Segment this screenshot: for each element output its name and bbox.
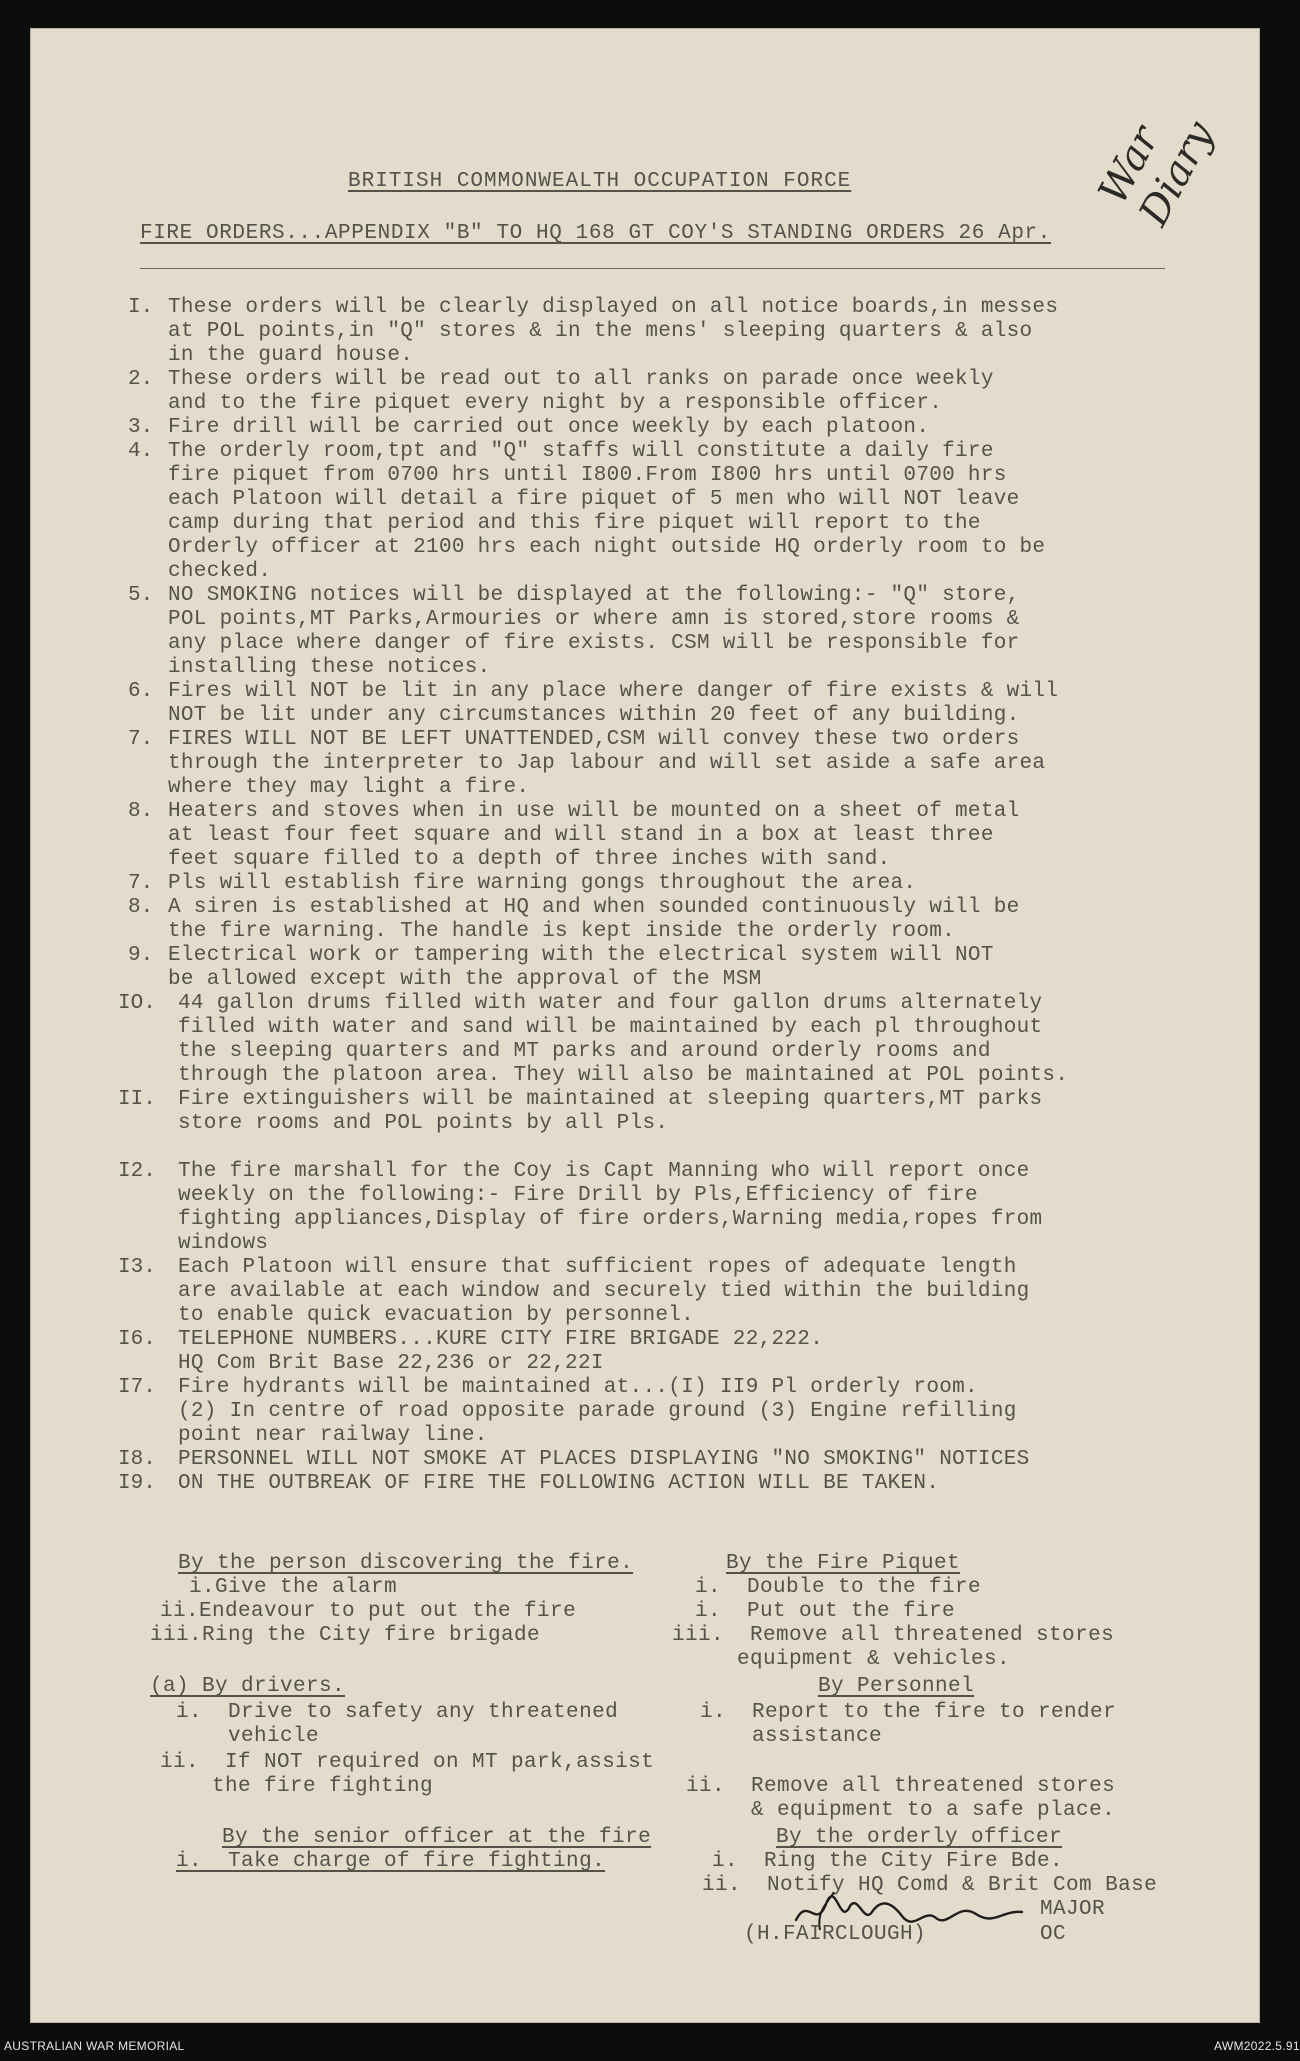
signature-position: OC — [1040, 1923, 1067, 1946]
order-text: Electrical work or tampering with the electrical system will NOT be allowed except with the approval of the MSM — [168, 944, 994, 991]
order-number: 8. — [128, 800, 154, 823]
order-text: TELEPHONE NUMBERS...KURE CITY FIRE BRIGADE 22,222. HQ Com Brit Base 22,236 or 22,22I — [178, 1328, 824, 1375]
piquet-step: iii. Remove all threatened stores equipment & vehicles. — [672, 1624, 1115, 1671]
order-number: I3. — [118, 1256, 156, 1279]
order-text: These orders will be clearly displayed on all notice boards,in messes at POL points,in "Q" stores & in the mens' sleeping quarters & also in the guard house. — [168, 296, 1059, 367]
personnel-heading: By Personnel — [818, 1675, 975, 1698]
order-number: I8. — [118, 1448, 156, 1471]
order-text: The fire marshall for the Coy is Capt Manning who will report once weekly on the following:- Fire Drill by Pls,Efficiency of fire fighting appliances,Display of fire orders,Warning media,ropes from windows — [178, 1160, 1043, 1255]
order-number: 7. — [128, 872, 154, 895]
personnel-step: ii. Remove all threatened stores & equipment to a safe place. — [686, 1775, 1116, 1822]
person-heading: By the person discovering the fire. — [178, 1552, 634, 1575]
person-step: iii.Ring the City fire brigade — [150, 1624, 541, 1647]
piquet-heading: By the Fire Piquet — [726, 1552, 961, 1575]
drivers-step: ii. If NOT required on MT park,assist the fire fighting — [160, 1751, 655, 1798]
order-text: 44 gallon drums filled with water and four gallon drums alternately filled with water and sand will be maintained by each pl throughout the sleeping quarters and MT parks and around orderly rooms and through the platoon area. They will also be maintained at POL points. — [178, 992, 1069, 1087]
handwritten-note: War Diary — [1090, 114, 1224, 234]
signature-rank: MAJOR — [1040, 1898, 1106, 1921]
order-number: IO. — [118, 992, 156, 1015]
orderly-step: i. Ring the City Fire Bde. — [712, 1850, 1064, 1873]
order-number: I. — [128, 296, 154, 319]
order-number: 4. — [128, 440, 154, 463]
drivers-step: i. Drive to safety any threatened vehicle — [176, 1701, 619, 1748]
order-text: Fire drill will be carried out once weekly by each platoon. — [168, 416, 930, 439]
order-number: I9. — [118, 1472, 156, 1495]
order-number: 2. — [128, 368, 154, 391]
order-text: FIRES WILL NOT BE LEFT UNATTENDED,CSM will convey these two orders through the interpreter to Jap labour and will set aside a safe area where they may light a fire. — [168, 728, 1046, 799]
senior-heading: By the senior officer at the fire — [222, 1826, 652, 1849]
order-number: I7. — [118, 1376, 156, 1399]
person-step: ii.Endeavour to put out the fire — [160, 1600, 577, 1623]
order-text: A siren is established at HQ and when sounded continuously will be the fire warning. The handle is kept inside the orderly room. — [168, 896, 1020, 943]
order-number: 3. — [128, 416, 154, 439]
orderly-heading: By the orderly officer — [776, 1826, 1063, 1849]
order-text: PERSONNEL WILL NOT SMOKE AT PLACES DISPLAYING "NO SMOKING" NOTICES — [178, 1448, 1030, 1471]
order-text: The orderly room,tpt and "Q" staffs will constitute a daily fire fire piquet from 0700 hrs until I800.From I800 hrs until 0700 hrs each Platoon will detail a fire piquet of 5 men who will NOT leave camp during that period and this fire piquet will report to the Orderly officer at 2100 hrs each night outside HQ orderly room to be checked. — [168, 440, 1046, 583]
order-number: I2. — [118, 1160, 156, 1183]
order-text: Fire hydrants will be maintained at...(I) II9 Pl orderly room. (2) In centre of road opposite parade ground (3) Engine refilling point near railway line. — [178, 1376, 1017, 1447]
order-text: Heaters and stoves when in use will be mounted on a sheet of metal at least four feet square and will stand in a box at least three feet square filled to a depth of three inches with sand. — [168, 800, 1020, 871]
orderly-step: ii. Notify HQ Comd & Brit Com Base — [702, 1874, 1158, 1897]
order-number: 6. — [128, 680, 154, 703]
piquet-step: i. Double to the fire — [695, 1576, 982, 1599]
order-text: These orders will be read out to all ranks on parade once weekly and to the fire piquet every night by a responsible officer. — [168, 368, 994, 415]
order-number: 9. — [128, 944, 154, 967]
footer-source: AUSTRALIAN WAR MEMORIAL — [4, 2039, 185, 2053]
piquet-step: i. Put out the fire — [695, 1600, 956, 1623]
order-text: NO SMOKING notices will be displayed at the following:- "Q" store, POL points,MT Parks,Armouries or where amn is stored,store rooms & any place where danger of fire exists. CSM will be responsible for installing these notices. — [168, 584, 1020, 679]
order-number: I6. — [118, 1328, 156, 1351]
drivers-heading: (a) By drivers. — [150, 1675, 346, 1698]
order-text: Pls will establish fire warning gongs throughout the area. — [168, 872, 917, 895]
order-number: 7. — [128, 728, 154, 751]
order-text: Fire extinguishers will be maintained at sleeping quarters,MT parks store rooms and POL points by all Pls. — [178, 1088, 1043, 1135]
person-step: i.Give the alarm — [176, 1576, 398, 1599]
document-subtitle: FIRE ORDERS...APPENDIX "B" TO HQ 168 GT COY'S STANDING ORDERS 26 Apr. — [140, 222, 1051, 245]
header-divider — [140, 268, 1165, 269]
order-number: II. — [118, 1088, 156, 1111]
order-number: 8. — [128, 896, 154, 919]
document-title: BRITISH COMMONWEALTH OCCUPATION FORCE — [348, 170, 852, 193]
order-text: Fires will NOT be lit in any place where danger of fire exists & will NOT be lit under any circumstances within 20 feet of any building. — [168, 680, 1059, 727]
footer-accession: AWM2022.5.91 — [1214, 2039, 1300, 2053]
order-text: Each Platoon will ensure that sufficient ropes of adequate length are available at each window and securely tied within the building to enable quick evacuation by personnel. — [178, 1256, 1030, 1327]
order-number: 5. — [128, 584, 154, 607]
order-text: ON THE OUTBREAK OF FIRE THE FOLLOWING ACTION WILL BE TAKEN. — [178, 1472, 940, 1495]
senior-step: i. Take charge of fire fighting. — [176, 1850, 606, 1873]
personnel-step: i. Report to the fire to render assistance — [700, 1701, 1117, 1748]
signature-name: (H.FAIRCLOUGH) — [744, 1923, 927, 1946]
